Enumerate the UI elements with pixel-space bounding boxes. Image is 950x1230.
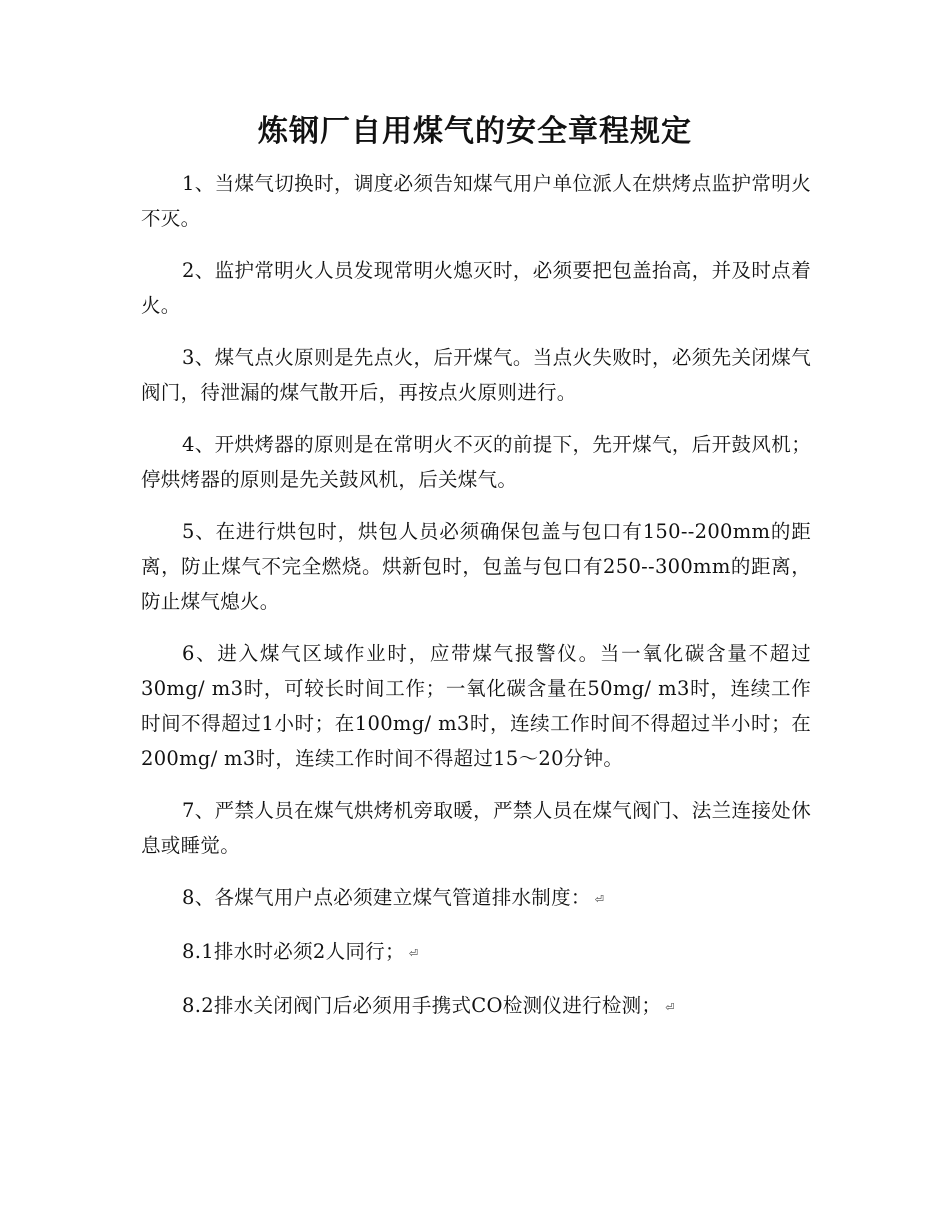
paragraph-1 bbox=[141, 166, 811, 236]
paragraph-text: 2、监护常明火人员发现常明火熄灭时，必须要把包盖抬高，并及时点着火。 bbox=[141, 259, 811, 317]
paragraph-return-icon: ⏎ bbox=[594, 893, 604, 906]
paragraph-4 bbox=[141, 427, 811, 497]
paragraph-text: 7、严禁人员在煤气烘烤机旁取暖，严禁人员在煤气阀门、法兰连接处休息或睡觉。 bbox=[141, 799, 811, 857]
paragraph-2 bbox=[141, 253, 811, 323]
paragraph-text: 8.1排水时必须2人同行； bbox=[182, 940, 405, 963]
paragraph-return-icon: ⏎ bbox=[665, 1001, 675, 1014]
paragraph-7 bbox=[141, 793, 811, 863]
document-body bbox=[141, 166, 811, 1042]
paragraph-text: 4、开烘烤器的原则是在常明火不灭的前提下，先开煤气，后开鼓风机；停烘烤器的原则是先关鼓风机，后关煤气。 bbox=[141, 433, 811, 491]
paragraph-text: 8.2排水关闭阀门后必须用手携式CO检测仪进行检测； bbox=[182, 994, 662, 1017]
paragraph-6 bbox=[141, 636, 811, 776]
document-title: 炼钢厂自用煤气的安全章程规定 bbox=[258, 114, 692, 149]
paragraph-8-1 bbox=[141, 934, 811, 971]
paragraph-text: 6、进入煤气区域作业时，应带煤气报警仪。当一氧化碳含量不超过30mg/ m3时，可较长时间工作；一氧化碳含量在50mg/ m3时，连续工作时间不得超过1小时；在100mg/ m3时，连续工作时间不得超过半小时；在200mg/ m3时，连续工作时间不得超过15～20分钟。 bbox=[141, 642, 811, 770]
paragraph-3 bbox=[141, 340, 811, 410]
paragraph-text: 3、煤气点火原则是先点火，后开煤气。当点火失败时，必须先关闭煤气阀门，待泄漏的煤气散开后，再按点火原则进行。 bbox=[141, 346, 811, 404]
paragraph-8-2 bbox=[141, 988, 811, 1025]
paragraph-return-icon: ⏎ bbox=[408, 947, 419, 960]
paragraph-text: 1、当煤气切换时，调度必须告知煤气用户单位派人在烘烤点监护常明火不灭。 bbox=[141, 172, 811, 230]
paragraph-text: 8、各煤气用户点必须建立煤气管道排水制度： bbox=[182, 886, 591, 909]
paragraph-5 bbox=[141, 514, 811, 619]
paragraph-text: 5、在进行烘包时，烘包人员必须确保包盖与包口有150--200mm的距离，防止煤气不完全燃烧。烘新包时，包盖与包口有250--300mm的距离，防止煤气熄火。 bbox=[141, 520, 811, 613]
paragraph-8 bbox=[141, 880, 811, 917]
